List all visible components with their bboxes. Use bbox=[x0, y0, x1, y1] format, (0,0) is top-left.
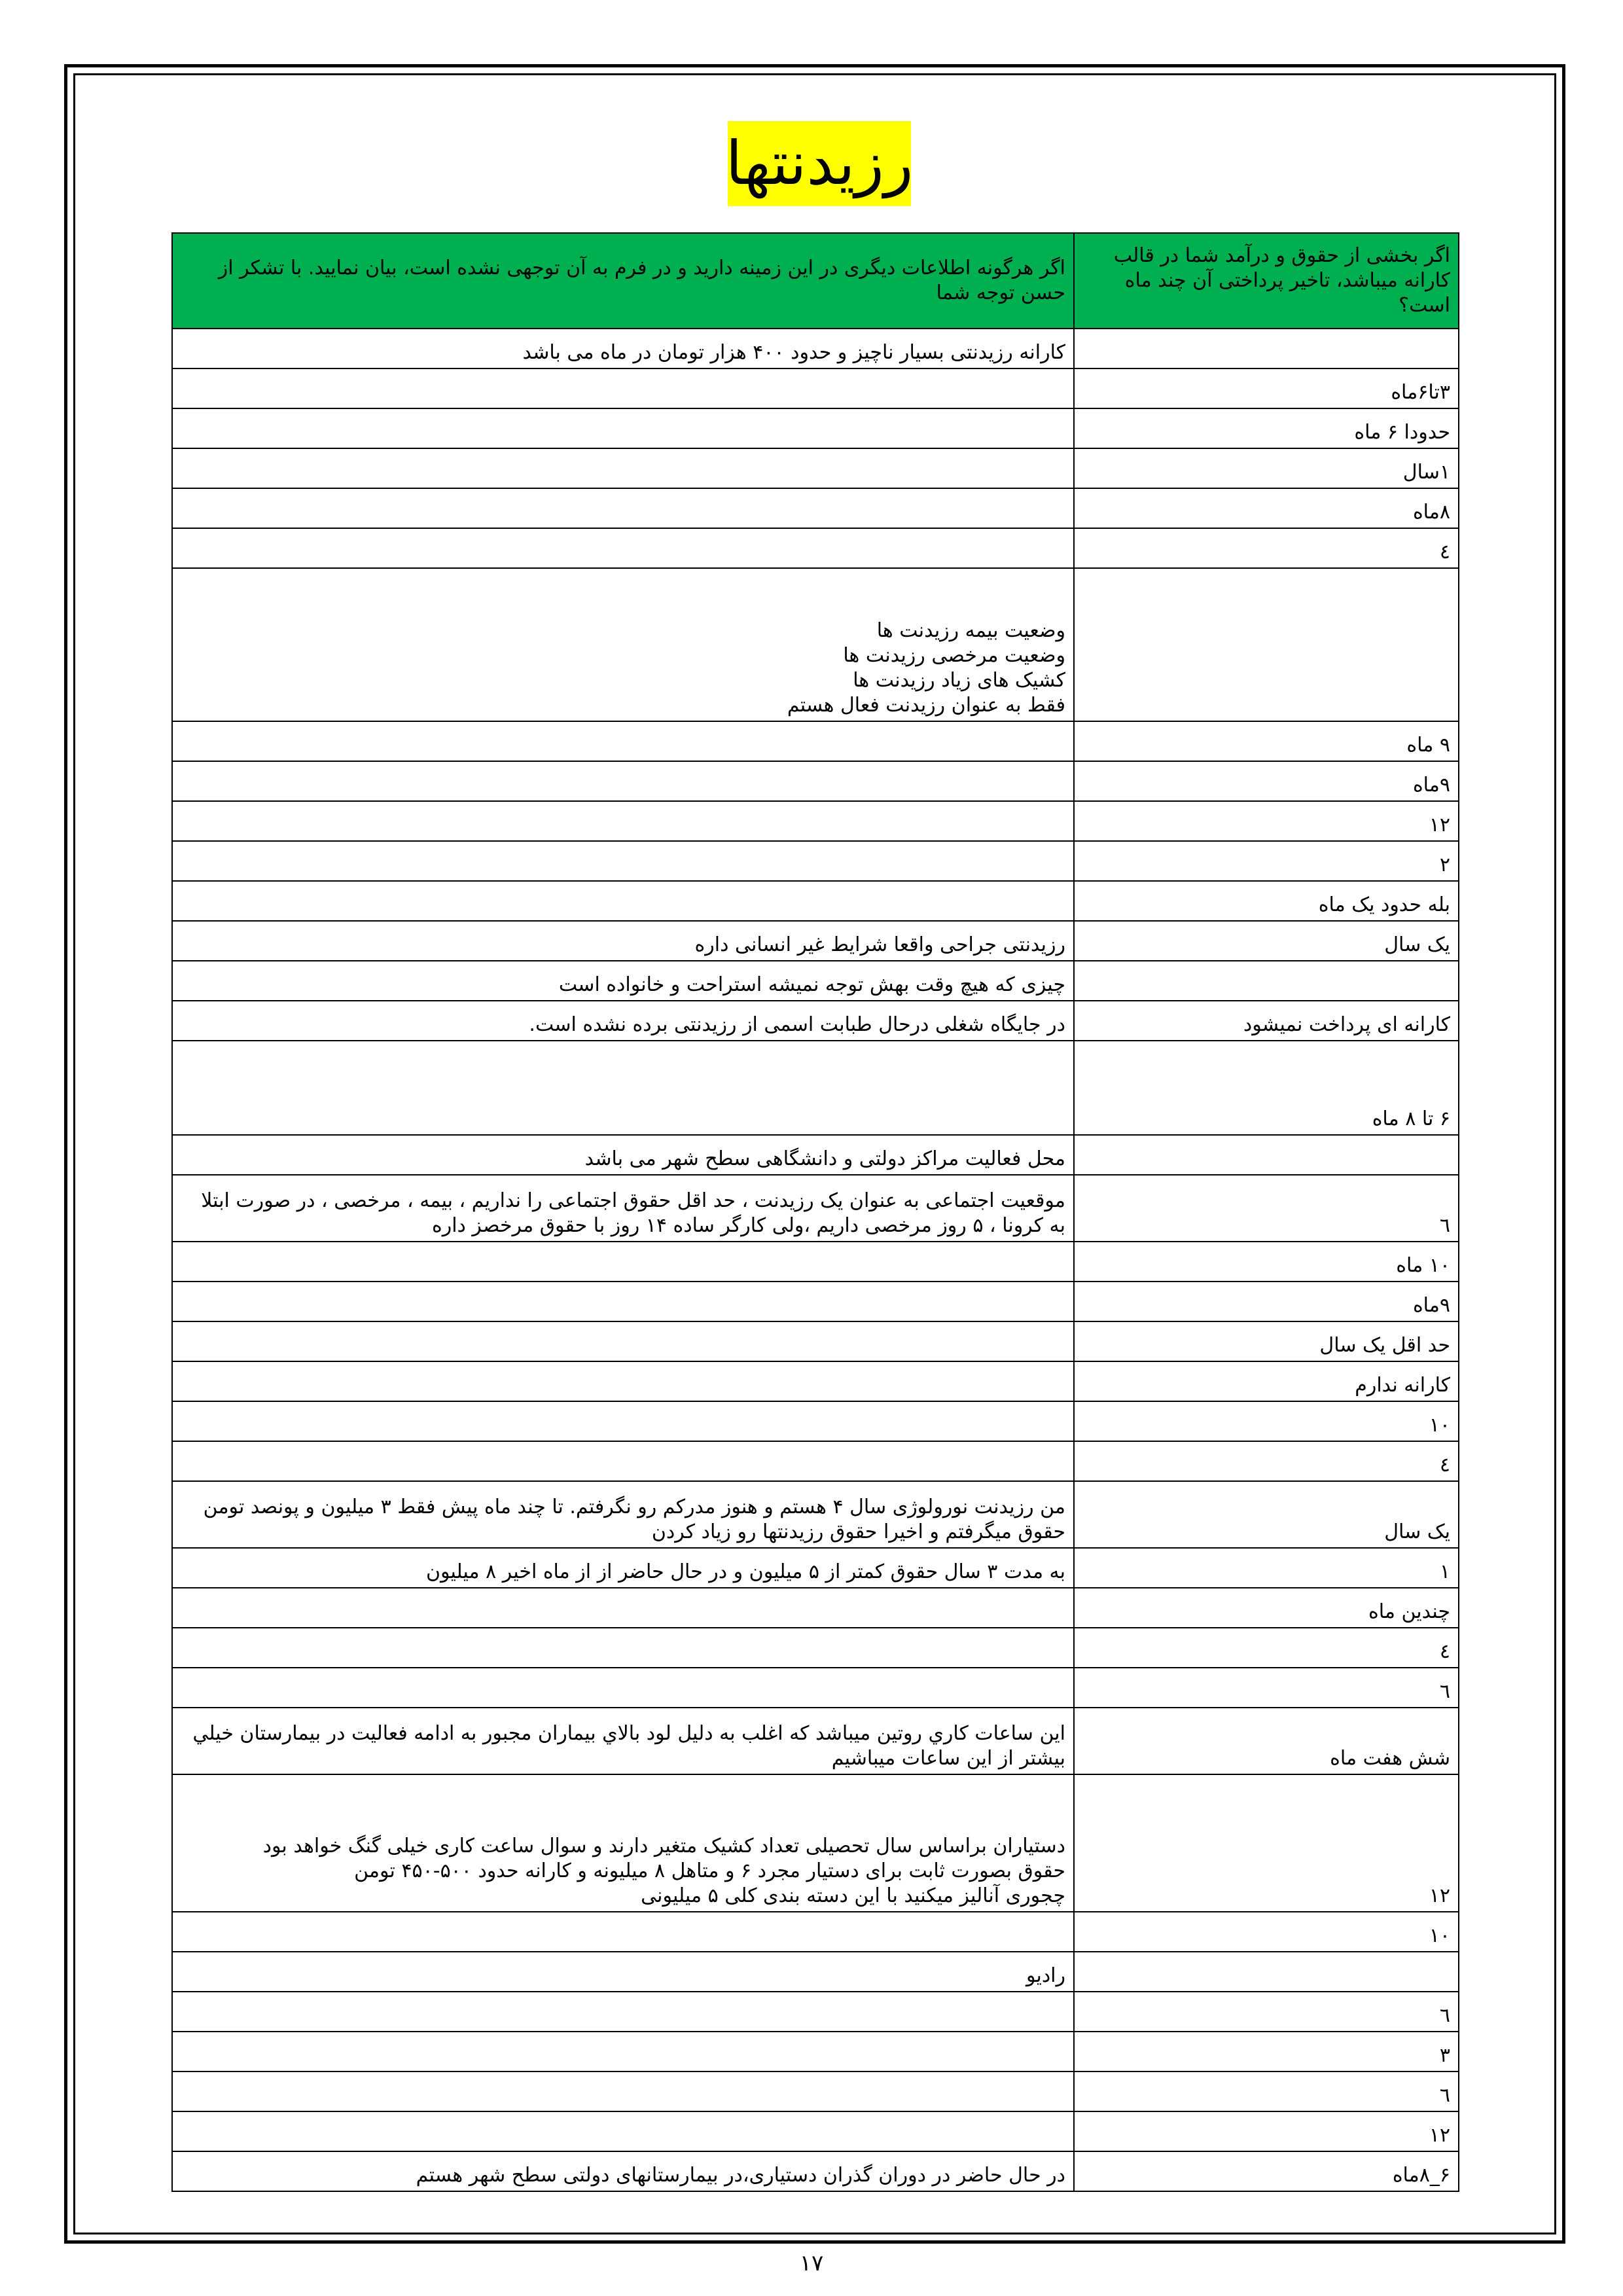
cell-other-info bbox=[172, 528, 1074, 568]
cell-delay: حد اقل یک سال bbox=[1074, 1321, 1459, 1361]
table-row bbox=[172, 1041, 1459, 1135]
table-row bbox=[172, 1481, 1459, 1548]
table-row bbox=[172, 1441, 1459, 1481]
cell-other-info bbox=[172, 1321, 1074, 1361]
page-number: ۱۷ bbox=[799, 2250, 824, 2276]
cell-delay: ٦ bbox=[1074, 1175, 1459, 1242]
cell-delay: ۱۰ bbox=[1074, 1912, 1459, 1952]
cell-delay: یک سال bbox=[1074, 1481, 1459, 1548]
cell-delay: ۲ bbox=[1074, 841, 1459, 881]
cell-delay: ٦ bbox=[1074, 2072, 1459, 2111]
cell-other-info bbox=[172, 801, 1074, 841]
table-row bbox=[172, 2111, 1459, 2151]
cell-delay: ۹ماه bbox=[1074, 761, 1459, 801]
table-row bbox=[172, 961, 1459, 1001]
cell-other-info: در جایگاه شغلی درحال طبابت اسمی از رزیدنتی برده نشده است. bbox=[172, 1001, 1074, 1041]
cell-delay: ٦ bbox=[1074, 1668, 1459, 1708]
cell-delay bbox=[1074, 1135, 1459, 1175]
title-highlight bbox=[725, 121, 914, 206]
cell-delay bbox=[1074, 1952, 1459, 1992]
cell-other-info: وضعیت بیمه رزیدنت ها وضعیت مرخصی رزیدنت ها کشیک های زیاد رزیدنت ها فقط به عنوان رزیدنت فعال هستم bbox=[172, 568, 1074, 721]
table-row bbox=[172, 2151, 1459, 2191]
cell-delay: ۱ bbox=[1074, 1548, 1459, 1588]
cell-delay: ٤ bbox=[1074, 528, 1459, 568]
table-row bbox=[172, 1668, 1459, 1708]
table-row bbox=[172, 881, 1459, 921]
table-row bbox=[172, 1588, 1459, 1628]
table-row bbox=[172, 921, 1459, 961]
cell-delay: ۸ماه bbox=[1074, 488, 1459, 528]
cell-delay: حدودا ۶ ماه bbox=[1074, 408, 1459, 448]
cell-delay: ٤ bbox=[1074, 1628, 1459, 1668]
cell-other-info bbox=[172, 1361, 1074, 1401]
cell-delay: ۹ ماه bbox=[1074, 721, 1459, 761]
cell-other-info: دستیاران براساس سال تحصیلی تعداد کشیک متغیر دارند و سوال ساعت کاری خیلی گنگ خواهد بود حقوق بصورت ثابت برای دستیار مجرد ۶ و متاهل ۸ میلیونه و کارانه حدود ۵۰۰-۴۵۰ تومن چجوری آنالیز میکنید با این دسته بندی کلی ۵ میلیونی bbox=[172, 1774, 1074, 1912]
table-row bbox=[172, 1242, 1459, 1282]
cell-delay: ٤ bbox=[1074, 1441, 1459, 1481]
cell-delay bbox=[1074, 329, 1459, 368]
cell-delay: بله حدود یک ماه bbox=[1074, 881, 1459, 921]
table-row bbox=[172, 408, 1459, 448]
cell-other-info bbox=[172, 1041, 1074, 1135]
cell-other-info bbox=[172, 1912, 1074, 1952]
table-row bbox=[172, 1628, 1459, 1668]
cell-delay: ۶_۸ماه bbox=[1074, 2151, 1459, 2191]
table-row bbox=[172, 488, 1459, 528]
cell-delay: شش هفت ماه bbox=[1074, 1708, 1459, 1774]
cell-delay: ۳ bbox=[1074, 2032, 1459, 2072]
table-body bbox=[172, 329, 1459, 2191]
cell-other-info: در حال حاضر در دوران گذران دستیاری،در بیمارستانهای دولتی سطح شهر هستم bbox=[172, 2151, 1074, 2191]
cell-delay: ۱سال bbox=[1074, 448, 1459, 488]
table-row bbox=[172, 1001, 1459, 1041]
table-row bbox=[172, 1321, 1459, 1361]
cell-other-info: به مدت ۳ سال حقوق کمتر از ۵ میلیون و در حال حاضر از از ماه اخیر ۸ میلیون bbox=[172, 1548, 1074, 1588]
cell-other-info bbox=[172, 1668, 1074, 1708]
cell-other-info bbox=[172, 488, 1074, 528]
cell-delay: ٦ bbox=[1074, 1992, 1459, 2032]
table-row bbox=[172, 801, 1459, 841]
table-row bbox=[172, 368, 1459, 408]
cell-other-info bbox=[172, 1282, 1074, 1321]
cell-other-info: من رزیدنت نورولوژی سال ۴ هستم و هنوز مدرکم رو نگرفتم. تا چند ماه پیش فقط ۳ میلیون و پونصد تومن حقوق میگرفتم و اخیرا حقوق رزیدنتها رو زیاد کردن bbox=[172, 1481, 1074, 1548]
cell-other-info bbox=[172, 881, 1074, 921]
cell-delay bbox=[1074, 568, 1459, 721]
table-row bbox=[172, 2032, 1459, 2072]
cell-delay: ۹ماه bbox=[1074, 1282, 1459, 1321]
cell-other-info bbox=[172, 2032, 1074, 2072]
cell-other-info bbox=[172, 408, 1074, 448]
cell-other-info: موقعیت اجتماعی به عنوان یک رزیدنت ، حد اقل حقوق اجتماعی را نداریم ، بیمه ، مرخصی ، در صورت ابتلا به کرونا ، ۵ روز مرخصی داریم ،ولی کارگر ساده ۱۴ روز با حقوق مرخصز داره bbox=[172, 1175, 1074, 1242]
table-row bbox=[172, 1361, 1459, 1401]
cell-other-info bbox=[172, 1242, 1074, 1282]
header-delay: اگر بخشی از حقوق و درآمد شما در قالب کارانه میباشد، تاخیر پرداختی آن چند ماه است؟ bbox=[1074, 233, 1459, 329]
cell-delay: ۳تا۶ماه bbox=[1074, 368, 1459, 408]
table-row bbox=[172, 1708, 1459, 1774]
cell-other-info bbox=[172, 1441, 1074, 1481]
cell-delay: ۶ تا ۸ ماه bbox=[1074, 1041, 1459, 1135]
table-row bbox=[172, 2072, 1459, 2111]
cell-other-info: رزیدنتی جراحی واقعا شرایط غیر انسانی داره bbox=[172, 921, 1074, 961]
cell-other-info bbox=[172, 2111, 1074, 2151]
table-row bbox=[172, 1401, 1459, 1441]
cell-other-info: اين ساعات كاري روتين ميباشد كه اغلب به دليل لود بالاي بيماران مجبور به ادامه فعاليت در بيمارستان خيلي بيشتر از اين ساعات ميباشيم bbox=[172, 1708, 1074, 1774]
cell-other-info bbox=[172, 1401, 1074, 1441]
table-row bbox=[172, 1282, 1459, 1321]
cell-other-info bbox=[172, 2072, 1074, 2111]
cell-other-info: کارانه رزیدنتی بسیار ناچیز و حدود ۴۰۰ هزار تومان در ماه می باشد bbox=[172, 329, 1074, 368]
cell-delay: ۱۲ bbox=[1074, 801, 1459, 841]
table-row bbox=[172, 528, 1459, 568]
table-row bbox=[172, 1912, 1459, 1952]
cell-other-info bbox=[172, 448, 1074, 488]
table-row bbox=[172, 1135, 1459, 1175]
page-title: رزیدنتها bbox=[725, 128, 914, 198]
table-row bbox=[172, 1548, 1459, 1588]
cell-other-info bbox=[172, 1992, 1074, 2032]
responses-table bbox=[171, 232, 1459, 2192]
cell-delay: ۱۰ bbox=[1074, 1401, 1459, 1441]
table-row bbox=[172, 1992, 1459, 2032]
table-row bbox=[172, 1175, 1459, 1242]
cell-delay bbox=[1074, 961, 1459, 1001]
table-row bbox=[172, 568, 1459, 721]
cell-other-info bbox=[172, 721, 1074, 761]
cell-delay: ۱۲ bbox=[1074, 2111, 1459, 2151]
cell-delay: ۱۲ bbox=[1074, 1774, 1459, 1912]
cell-delay: چندین ماه bbox=[1074, 1588, 1459, 1628]
cell-delay: یک سال bbox=[1074, 921, 1459, 961]
cell-other-info bbox=[172, 761, 1074, 801]
cell-other-info bbox=[172, 368, 1074, 408]
cell-other-info: چیزی که هیچ وقت بهش توجه نمیشه استراحت و خانواده است bbox=[172, 961, 1074, 1001]
table-row bbox=[172, 1774, 1459, 1912]
table-row bbox=[172, 841, 1459, 881]
cell-other-info bbox=[172, 841, 1074, 881]
table-row bbox=[172, 761, 1459, 801]
table-row bbox=[172, 448, 1459, 488]
cell-other-info: محل فعالیت مراکز دولتی و دانشگاهی سطح شهر می باشد bbox=[172, 1135, 1074, 1175]
cell-delay: ۱۰ ماه bbox=[1074, 1242, 1459, 1282]
cell-other-info bbox=[172, 1628, 1074, 1668]
cell-delay: کارانه ندارم bbox=[1074, 1361, 1459, 1401]
header-other-info: اگر هرگونه اطلاعات دیگری در این زمینه دارید و در فرم به آن توجهی نشده است، بیان نمایید. با تشکر از حسن توجه شما bbox=[172, 233, 1074, 329]
cell-delay: کارانه ای پرداخت نمیشود bbox=[1074, 1001, 1459, 1041]
table-row bbox=[172, 329, 1459, 368]
table-row bbox=[172, 721, 1459, 761]
table-header-row bbox=[172, 233, 1459, 329]
cell-other-info: رادیو bbox=[172, 1952, 1074, 1992]
table-row bbox=[172, 1952, 1459, 1992]
cell-other-info bbox=[172, 1588, 1074, 1628]
